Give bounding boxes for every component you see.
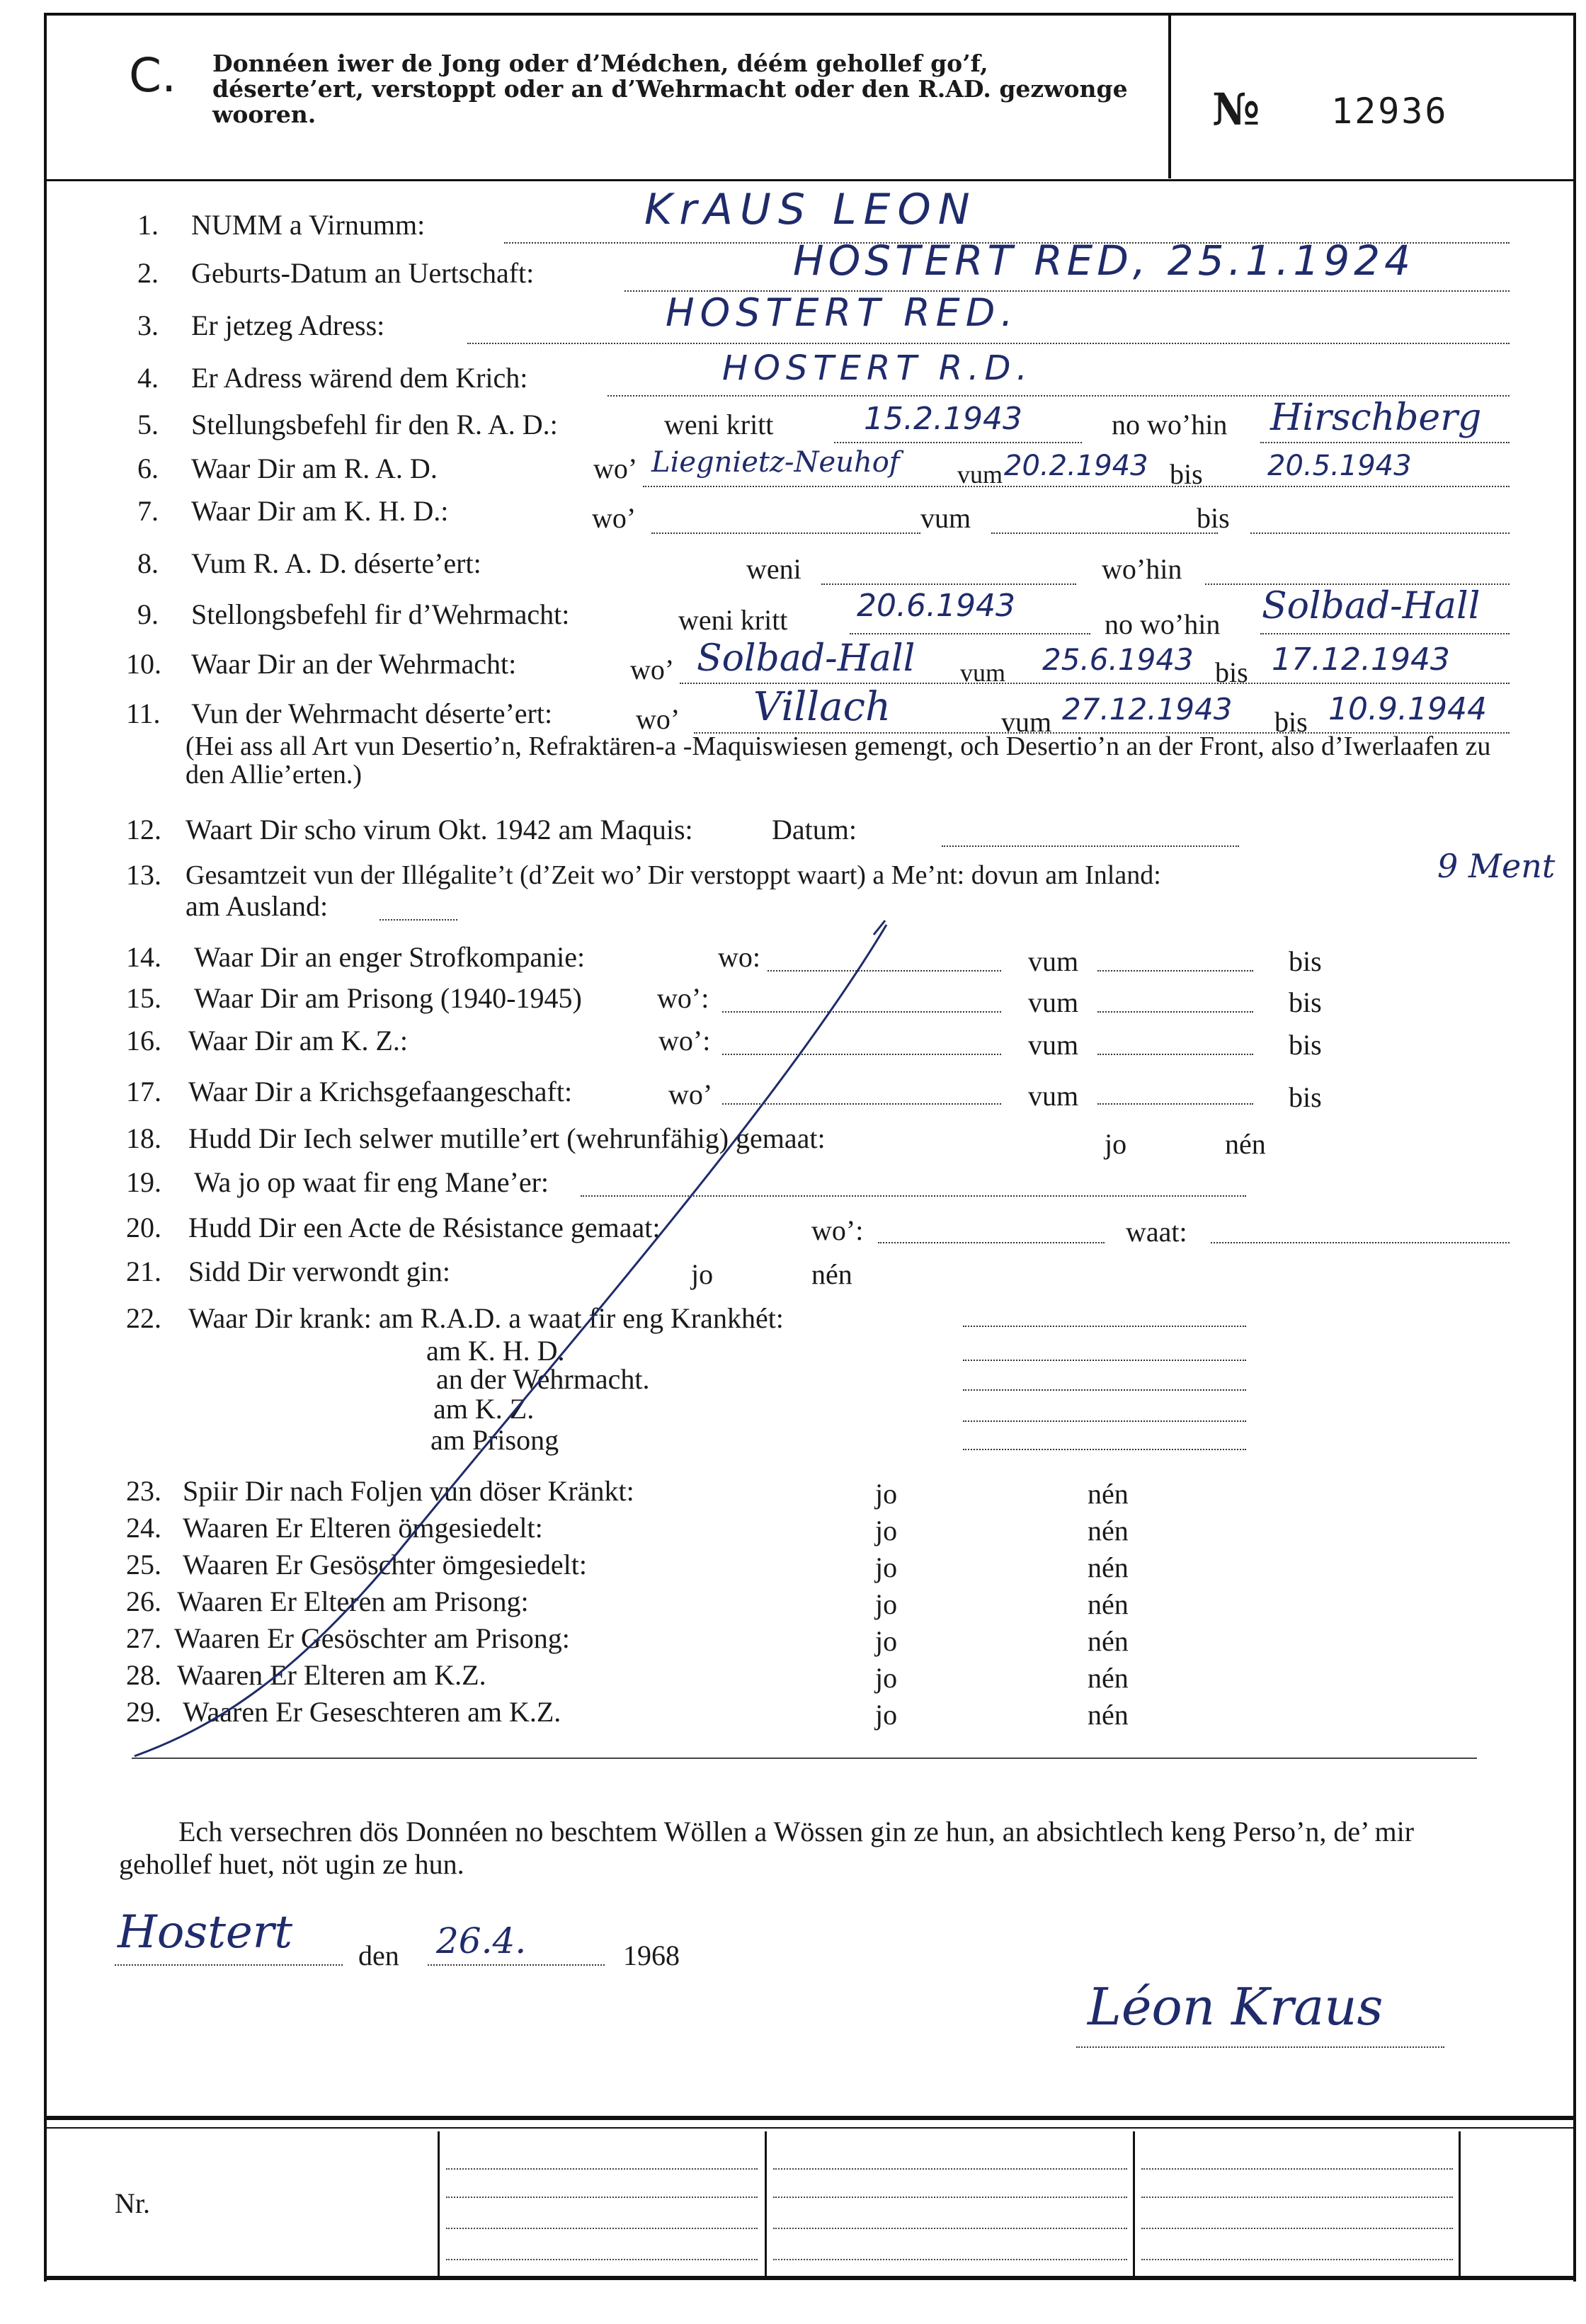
q-label: Waar Dir a Krichsgefaangeschaft: (188, 1076, 573, 1107)
q-mid: wo: (718, 941, 760, 973)
no-option: nén (811, 1258, 852, 1290)
number-label: № (1212, 84, 1260, 135)
answer-rad-date: 15.2.1943 (864, 401, 1022, 437)
q-mid: weni (746, 553, 801, 585)
q-label: Vun der Wehrmacht déserte’ert: (191, 697, 553, 729)
q-mid: vum (920, 502, 971, 534)
q-mid: wo’ (592, 502, 637, 534)
q-mid: wo’ (630, 654, 675, 685)
q-mid: bis (1289, 945, 1322, 977)
signature: Léon Kraus (1088, 1977, 1384, 2037)
footer-line (446, 2259, 758, 2260)
sign-place: Hostert (118, 1906, 293, 1959)
q-num: 20. (126, 1212, 161, 1243)
answer-war-address: HOSTERT R.D. (722, 348, 1033, 388)
no-option: nén (1088, 1515, 1129, 1547)
q-label: Sidd Dir verwondt gin: (188, 1255, 450, 1287)
q-num: 2. (137, 257, 159, 289)
footer-rule (44, 2127, 1573, 2129)
answer-rad-place: Hirschberg (1270, 397, 1482, 439)
footer-column (765, 2131, 767, 2276)
q-label: Waar Dir am K. H. D.: (191, 495, 449, 527)
q-label: Spiir Dir nach Foljen vun döser Kränkt: (183, 1475, 634, 1507)
answer-wm-place: Solbad-Hall (1262, 585, 1481, 627)
signature-line (1076, 2045, 1444, 2048)
q-num: 1. (137, 209, 159, 241)
yes-option: jo (875, 1515, 898, 1547)
yes-option: jo (875, 1551, 898, 1583)
q-label: am Ausland: (186, 890, 329, 922)
q-mid: weni kritt (678, 604, 788, 636)
q-sub: am K. Z. (433, 1393, 535, 1425)
q-label: Waar Dir an enger Strofkompanie: (194, 941, 586, 973)
q-num: 6. (137, 452, 159, 484)
q-sub: am Prisong (430, 1424, 559, 1456)
footer-rule (44, 2276, 1573, 2280)
q-mid: bis (1215, 656, 1248, 688)
q-mid: Datum: (772, 814, 857, 845)
footer-column (1459, 2131, 1461, 2276)
q-num: 19. (126, 1166, 161, 1198)
footer-line (446, 2197, 758, 2198)
q-mid: vum (1028, 945, 1079, 977)
q-label: Hudd Dir een Acte de Résistance gemaat: (188, 1212, 661, 1243)
q-num: 10. (126, 648, 161, 680)
q-label: Waart Dir scho virum Okt. 1942 am Maquis: (186, 814, 693, 845)
q-label: Wa jo op waat fir eng Mane’er: (194, 1166, 549, 1198)
no-option: nén (1088, 1625, 1129, 1657)
q-mid: bis (1170, 458, 1203, 490)
q-mid: bis (1289, 1029, 1322, 1061)
q-mid: wo’ (593, 452, 638, 484)
yes-option: jo (875, 1699, 898, 1731)
no-option: nén (1225, 1128, 1266, 1160)
q-mid: no wo’hin (1112, 409, 1228, 440)
sign-year: 1968 (623, 1939, 680, 1971)
footer-line (446, 2168, 758, 2170)
answer-wm-date: 20.6.1943 (857, 588, 1015, 624)
footer-line (446, 2228, 758, 2229)
q-num: 13. (126, 859, 161, 891)
no-option: nén (1088, 1662, 1129, 1694)
footer-line (773, 2228, 1127, 2229)
q-num: 23. (126, 1475, 161, 1507)
no-option: nén (1088, 1699, 1129, 1731)
section-letter: C. (129, 48, 177, 103)
q-num: 8. (137, 547, 159, 579)
answer-rad-place: Liegnietz-Neuhof (651, 446, 900, 479)
nr-label: Nr. (115, 2187, 150, 2219)
q-mid: vum (1001, 706, 1052, 738)
answer-name: KrAUS LEON (644, 185, 977, 234)
q-num: 29. (126, 1696, 161, 1728)
no-option: nén (1088, 1588, 1129, 1620)
q-label: Waar Dir krank: am R.A.D. a waat fir eng Krankhét: (188, 1302, 784, 1334)
q-mid: vum (960, 659, 1006, 687)
q-mid: wo’ (636, 703, 680, 735)
answer-to: 20.5.1943 (1267, 450, 1412, 482)
q-label: Waar Dir am K. Z.: (188, 1025, 408, 1056)
q-mid: bis (1274, 706, 1308, 738)
q-label: Stellongsbefehl fir d’Wehrmacht: (191, 598, 570, 630)
footer-column (1133, 2131, 1135, 2276)
q-num: 18. (126, 1122, 161, 1154)
answer-to: 10.9.1944 (1328, 691, 1487, 727)
footer-rule (44, 2116, 1573, 2120)
q-label: Waaren Er Elteren am K.Z. (177, 1659, 486, 1691)
answer-from: 25.6.1943 (1042, 642, 1194, 677)
q-num: 21. (126, 1255, 161, 1287)
q-mid: bis (1289, 986, 1322, 1018)
q-note: (Hei ass all Art vun Desertio’n, Refraktären-a -Maquiswiesen gemengt, och Desertio’n an der Front, also d’Iwerlaafen zu den Allie’erten.) (186, 731, 1491, 790)
q-label: Er Adress wärend dem Krich: (191, 362, 528, 394)
q-mid: bis (1289, 1081, 1322, 1113)
q-num: 24. (126, 1512, 161, 1544)
q-num: 22. (126, 1302, 161, 1334)
q-num: 17. (126, 1076, 161, 1107)
footer-column (438, 2131, 440, 2276)
q-label: Geburts-Datum an Uertschaft: (191, 257, 535, 289)
q-num: 25. (126, 1549, 161, 1580)
q-mid: weni kritt (664, 409, 774, 440)
q-label: Gesamtzeit vun der Illégalite’t (d’Zeit wo’ Dir verstoppt waart) a Me’nt: dovun am Inland: (186, 860, 1161, 890)
q-num: 4. (137, 362, 159, 394)
q-label: NUMM a Virnumm: (191, 209, 426, 241)
answer-from: 27.12.1943 (1062, 692, 1233, 727)
q-num: 26. (126, 1585, 161, 1617)
q-num: 7. (137, 495, 159, 527)
yes-option: jo (875, 1478, 898, 1510)
q-num: 12. (126, 814, 161, 845)
form-number: 12936 (1331, 91, 1449, 132)
footer-line (1141, 2228, 1453, 2229)
q-num: 3. (137, 309, 159, 341)
footer-line (1141, 2259, 1453, 2260)
q-label: Waar Dir am Prisong (1940-1945) (194, 982, 582, 1014)
footer-line (773, 2197, 1127, 2198)
q-mid: wo’: (658, 1025, 711, 1056)
answer-from: 20.2.1943 (1004, 450, 1148, 482)
date-line (428, 1963, 605, 1966)
q-mid: wo’: (811, 1214, 864, 1246)
q-label: Waar Dir an der Wehrmacht: (191, 648, 517, 680)
q-sub: an der Wehrmacht. (436, 1363, 650, 1395)
yes-option: jo (875, 1588, 898, 1620)
answer-wm-place: Solbad-Hall (697, 637, 915, 680)
q-sub: am K. H. D. (426, 1335, 565, 1367)
footer-line (1141, 2197, 1453, 2198)
answer-to: 17.12.1943 (1272, 642, 1450, 678)
section-rule (132, 1758, 1477, 1759)
den-label: den (358, 1939, 399, 1971)
yes-option: jo (875, 1662, 898, 1694)
footer-line (1141, 2168, 1453, 2170)
yes-option: jo (875, 1625, 898, 1657)
q-label: Waaren Er Elteren ömgesiedelt: (183, 1512, 543, 1544)
q-mid: vum (1028, 986, 1079, 1018)
q-label: Hudd Dir Iech selwer mutille’ert (wehrunfähig) gemaat: (188, 1122, 826, 1154)
no-option: nén (1088, 1551, 1129, 1583)
footer-line (773, 2168, 1127, 2170)
q-mid: vum (1028, 1029, 1079, 1061)
q-label: Waar Dir am R. A. D. (191, 452, 438, 484)
q-label: Waaren Er Gesöschter am Prisong: (174, 1622, 570, 1654)
q-num: 16. (126, 1025, 161, 1056)
q-mid: wo’: (657, 982, 709, 1014)
q-mid: vum (1028, 1080, 1079, 1112)
q-mid: wo’ (668, 1078, 713, 1110)
q-num: 28. (126, 1659, 161, 1691)
q-mid: waat: (1126, 1216, 1187, 1248)
answer-address: HOSTERT RED. (666, 290, 1019, 335)
answer-birth: HOSTERT RED, 25.1.1924 (793, 237, 1415, 285)
q-label: Waaren Er Elteren am Prisong: (177, 1585, 529, 1617)
q-mid: bis (1197, 502, 1230, 534)
q-label: Waaren Er Geseschteren am K.Z. (183, 1696, 561, 1728)
no-option: nén (1088, 1478, 1129, 1510)
q-mid: no wo’hin (1105, 608, 1221, 640)
q-num: 27. (126, 1622, 161, 1654)
q-num: 15. (126, 982, 161, 1014)
section-title: Donnéen iwer de Jong oder d’Médchen, déém gehollef go’f, déserte’ert, verstoppt oder an d’Wehrmacht oder den R.AD. gezwonge wooren. (212, 50, 1128, 128)
sign-date: 26.4. (436, 1920, 527, 1961)
declaration-text: Ech versechren dös Donnéen no beschtem Wöllen a Wössen gin ze hun, an absichtlech keng Perso’n, de’ mir gehollef huet, nöt ugin ze hun. (119, 1816, 1415, 1880)
q-num: 5. (137, 409, 159, 440)
q-label: Er jetzeg Adress: (191, 309, 385, 341)
yes-option: jo (1105, 1128, 1127, 1160)
answer-inland: 9 Ment (1437, 847, 1556, 885)
q-num: 14. (126, 941, 161, 973)
footer-line (773, 2259, 1127, 2260)
q-mid: wo’hin (1102, 553, 1182, 585)
q-label: Vum R. A. D. déserte’ert: (191, 547, 481, 579)
answer-desert-place: Villach (753, 684, 891, 730)
q-label: Stellungsbefehl fir den R. A. D.: (191, 409, 558, 440)
q-num: 11. (126, 697, 161, 729)
place-line (115, 1963, 343, 1966)
q-num: 9. (137, 598, 159, 630)
q-mid: vum (957, 460, 1003, 489)
q-label: Waaren Er Gesöschter ömgesiedelt: (183, 1549, 587, 1580)
yes-option: jo (691, 1258, 714, 1290)
